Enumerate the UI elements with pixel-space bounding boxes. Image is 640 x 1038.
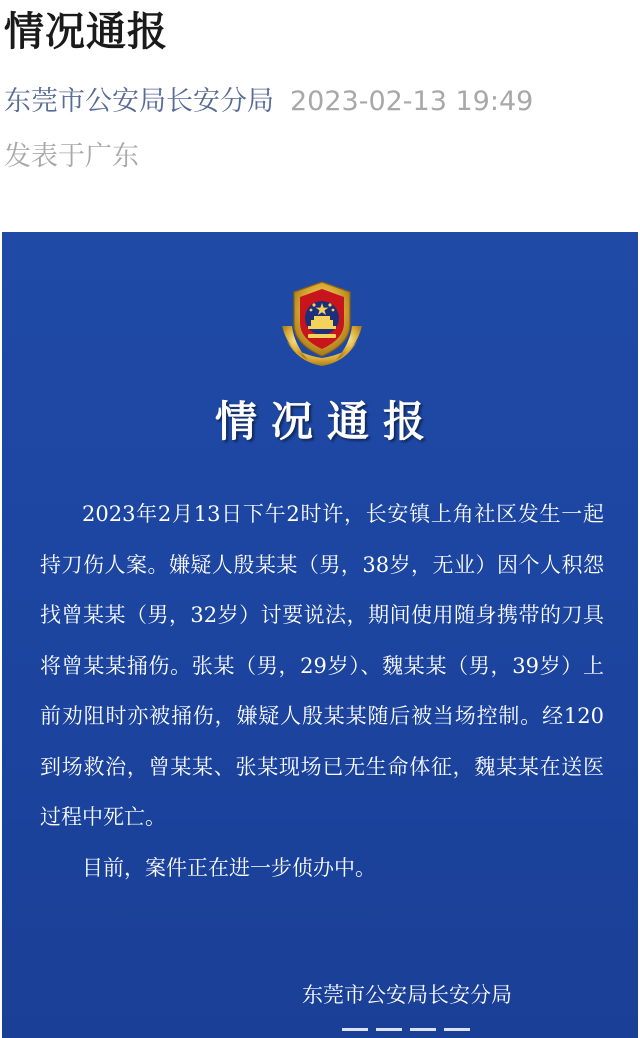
notice-title: 情况通报	[214, 397, 439, 446]
article-meta	[4, 82, 533, 122]
police-emblem-icon	[278, 278, 366, 370]
notice-signature: 东莞市公安局长安分局	[302, 983, 512, 1007]
notice-paragraph: 目前，案件正在进一步侦办中。	[82, 855, 376, 880]
notice-paragraph: 2023年2月13日下午2时许，长安镇上角社区发生一起持刀伤人案。嫌疑人殷某某（男，38岁，无业）因个人积怨找曾某某（男，32岁）讨要说法，期间使用随身携带的刀具将曾某某捅伤。张某（男，29岁）、魏某某（男，39岁）上前劝阻时亦被捅伤，嫌疑人殷某某随后被当场控制。经120到场救治，曾某某、张某现场已无生命体征，魏某某在送医过程中死亡。	[40, 502, 604, 829]
article-title: 情况通报	[4, 9, 168, 55]
publish-location: 发表于广东	[4, 141, 139, 172]
notice-body	[40, 489, 604, 893]
notice-image[interactable]	[2, 232, 638, 1038]
publish-time: 2023-02-13 19:49	[290, 86, 534, 117]
account-name-link[interactable]: 东莞市公安局长安分局	[4, 86, 274, 117]
notice-date-cropped	[342, 1028, 502, 1038]
